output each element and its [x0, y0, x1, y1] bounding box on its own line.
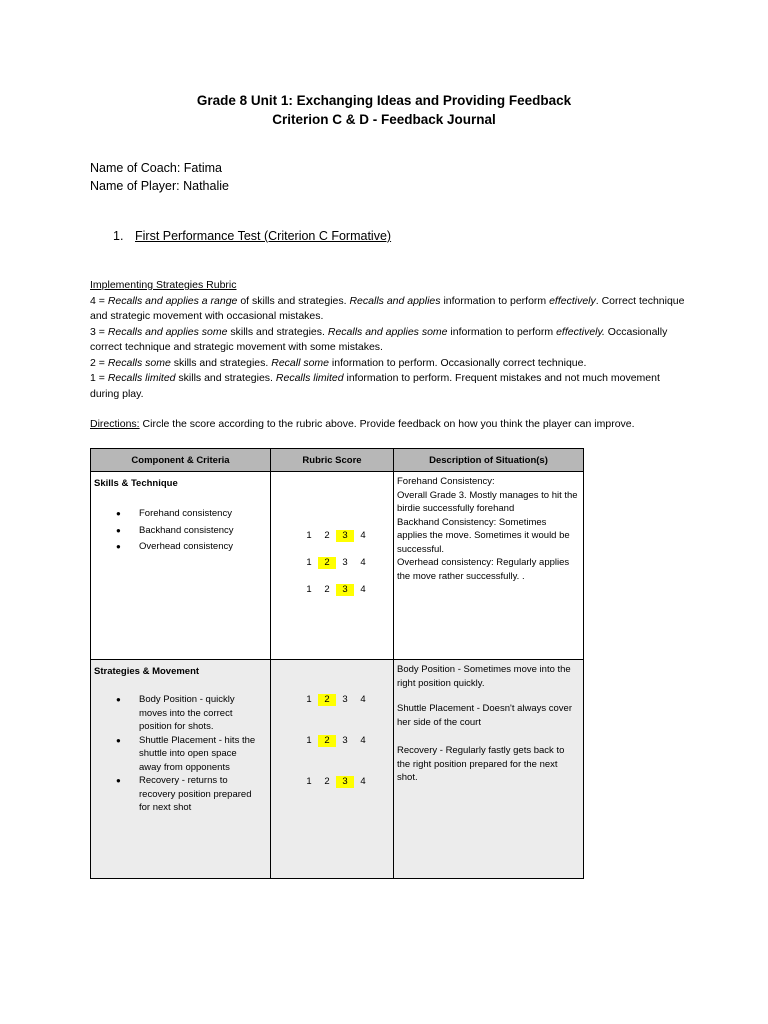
level-emph: effectively. — [556, 325, 605, 338]
header-score: Rubric Score — [271, 449, 394, 472]
score-row-recovery[interactable] — [300, 776, 372, 788]
document-title: Grade 8 Unit 1: Exchanging Ideas and Providing Feedback — [196, 93, 572, 108]
level-text: skills and strategies. — [175, 372, 276, 384]
level-text: information to perform — [447, 325, 557, 338]
score-cell — [271, 472, 394, 660]
score-option[interactable]: 1 — [306, 735, 312, 746]
list-item: ● Forehand consistency — [91, 507, 270, 521]
header-component: Component & Criteria — [91, 449, 271, 472]
level-text: of skills and strategies. — [237, 294, 350, 307]
rubric-level-3 — [90, 325, 690, 356]
directions-text: Circle the score according to the rubric above. Provide feedback on how you think the player can improve. — [139, 418, 635, 430]
section-heading — [113, 229, 391, 243]
level-emph: Recalls limited — [107, 372, 176, 384]
level-emph: Recalls and applies — [349, 294, 441, 307]
directions-label: Directions: — [90, 418, 140, 430]
level-num: 1 = — [90, 372, 108, 384]
score-option[interactable]: 3 — [342, 694, 348, 705]
document-subtitle: Criterion C & D - Feedback Journal — [272, 112, 496, 127]
level-emph: Recalls limited — [275, 372, 344, 384]
description-cell[interactable] — [394, 660, 584, 879]
score-cell — [271, 660, 394, 879]
description-line: Recovery - Regularly fastly gets back to the right position prepared for the next shot. — [397, 745, 565, 783]
rubric-level-2 — [90, 356, 690, 372]
rubric-level-4 — [90, 294, 690, 325]
level-emph: Recalls and applies some — [107, 325, 228, 338]
score-option[interactable]: 4 — [360, 735, 366, 746]
section-title: First Performance Test (Criterion C Formative) — [135, 229, 392, 243]
score-option[interactable]: 2 — [324, 530, 330, 541]
score-option[interactable]: 2 — [324, 776, 330, 787]
score-option[interactable]: 2 — [324, 584, 330, 595]
level-num: 2 = — [90, 356, 108, 369]
criterion-title: Strategies & Movement — [94, 666, 200, 677]
rubric-block — [90, 278, 690, 402]
list-item: ● Overhead consistency — [91, 540, 270, 554]
score-option[interactable]: 3 — [336, 584, 354, 596]
score-option[interactable]: 4 — [360, 694, 366, 705]
score-row-backhand[interactable] — [300, 557, 372, 569]
description-line: Shuttle Placement - Doesn't always cover her side of the court — [397, 703, 573, 728]
score-option[interactable]: 2 — [318, 694, 336, 706]
score-row-body-position[interactable] — [300, 694, 372, 706]
score-row-shuttle-placement[interactable] — [300, 735, 372, 747]
list-item: ● Body Position - quickly moves into the correct position for shots. — [91, 693, 261, 734]
list-item: ● Recovery - returns to recovery position prepared for next shot — [91, 774, 261, 815]
criteria-list — [91, 507, 270, 554]
section-number: 1. — [113, 229, 124, 243]
score-option[interactable]: 3 — [342, 557, 348, 568]
level-text: skills and strategies. — [170, 356, 272, 369]
level-text: skills and strategies. — [227, 325, 328, 338]
description-text — [394, 660, 583, 785]
score-option[interactable]: 4 — [360, 530, 366, 541]
table-row — [91, 660, 584, 879]
player-name: Name of Player: Nathalie — [90, 179, 229, 193]
level-text: Occasionally correct technique and strategic movement with some mistakes. — [90, 325, 668, 353]
score-option[interactable]: 3 — [336, 530, 354, 542]
directions — [90, 418, 690, 430]
criteria-list — [91, 693, 265, 815]
score-option[interactable]: 1 — [306, 557, 312, 568]
criteria-cell — [91, 472, 271, 660]
rubric-level-1 — [90, 371, 690, 402]
score-option[interactable]: 2 — [318, 557, 336, 569]
description-text — [394, 472, 583, 583]
criteria-cell — [91, 660, 271, 879]
score-option[interactable]: 1 — [306, 694, 312, 705]
list-item: ● Backhand consistency — [91, 524, 270, 538]
score-option[interactable]: 1 — [306, 776, 312, 787]
score-option[interactable]: 4 — [360, 584, 366, 595]
level-text: . Correct technique and strategic movement with occasional mistakes. — [90, 294, 685, 322]
feedback-table — [90, 448, 584, 879]
description-line: Overall Grade 3. Mostly manages to hit the birdie successfully forehand — [397, 489, 578, 514]
score-option[interactable]: 2 — [318, 735, 336, 747]
description-line: Body Position - Sometimes move into the right position quickly. — [397, 664, 571, 689]
level-emph: Recalls some — [107, 356, 171, 369]
description-line: Overhead consistency: Regularly applies the move rather successfully. . — [397, 557, 570, 582]
table-header-row — [91, 449, 584, 472]
score-option[interactable]: 1 — [306, 584, 312, 595]
score-option[interactable]: 4 — [360, 776, 366, 787]
level-text: information to perform. Occasionally correct technique. — [329, 356, 587, 369]
level-emph: Recalls and applies a range — [107, 294, 238, 307]
description-cell[interactable] — [394, 472, 584, 660]
level-num: 3 = — [90, 325, 108, 338]
coach-name: Name of Coach: Fatima — [90, 161, 222, 175]
score-option[interactable]: 3 — [342, 735, 348, 746]
list-item: ● Shuttle Placement - hits the shuttle into open space away from opponents — [91, 734, 261, 775]
description-line: Forehand Consistency: — [397, 476, 495, 487]
score-option[interactable]: 1 — [306, 530, 312, 541]
criterion-title: Skills & Technique — [94, 478, 178, 489]
table-row — [91, 472, 584, 660]
description-line: Backhand Consistency: Sometimes applies the move. Sometimes it would be successful. — [397, 516, 570, 555]
level-text: information to perform. Frequent mistakes and not much movement during play. — [90, 372, 660, 400]
score-option[interactable]: 4 — [360, 557, 366, 568]
score-row-overhead[interactable] — [300, 584, 372, 596]
rubric-heading: Implementing Strategies Rubric — [90, 279, 237, 291]
level-emph: effectively — [549, 294, 596, 307]
score-option[interactable]: 3 — [336, 776, 354, 788]
level-text: information to perform — [440, 294, 550, 307]
level-num: 4 = — [90, 294, 108, 307]
level-emph: Recall some — [271, 356, 330, 369]
header-description: Description of Situation(s) — [394, 449, 584, 472]
level-emph: Recalls and applies some — [327, 325, 448, 338]
score-row-forehand[interactable] — [300, 530, 372, 542]
